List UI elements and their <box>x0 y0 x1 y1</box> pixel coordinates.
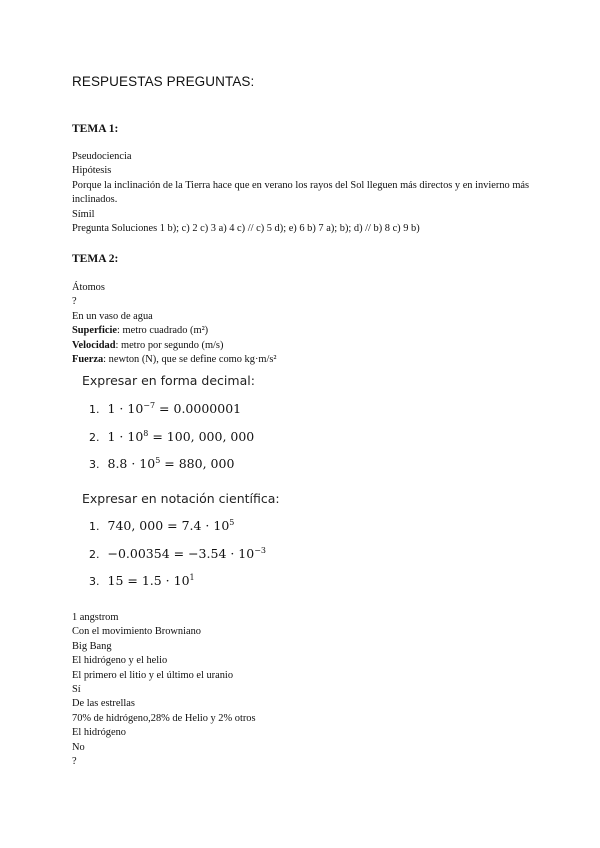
answer-line: ? <box>72 756 77 768</box>
item-number: 3. <box>89 458 100 471</box>
decimal-item <box>89 429 254 444</box>
unit-label: Velocidad <box>72 339 116 351</box>
answer-line: De las estrellas <box>72 698 135 710</box>
tema2-answers <box>72 281 532 367</box>
unit-line-velocidad <box>72 339 532 353</box>
unit-label: Superficie <box>72 325 118 337</box>
answer-line: Pregunta Soluciones 1 b); c) 2 c) 3 a) 4 c) // c) 5 d); e) 6 b) 7 a); b); d) // b) 8 c) 9 b) <box>72 223 420 235</box>
answer-line: Pseudociencia <box>72 151 132 162</box>
item-number: 3. <box>89 575 100 588</box>
item-exponent: 1 <box>189 572 195 582</box>
item-lhs: 1 · 10 <box>107 401 144 416</box>
tail-answers <box>72 611 532 769</box>
answer-line: El hidrógeno y el helio <box>72 655 168 667</box>
unit-text: : newton (N), que se define como kg·m/s² <box>103 354 277 366</box>
cientifica-item <box>89 546 266 561</box>
item-exponent: −3 <box>254 545 267 555</box>
item-exponent: 5 <box>229 517 235 527</box>
item-rhs: = 100, 000, 000 <box>148 429 255 444</box>
item-exponent: 5 <box>155 455 161 465</box>
answer-line: Big Bang <box>72 640 112 652</box>
item-lhs: 1 · 10 <box>107 429 144 444</box>
item-lhs: −0.00354 = −3.54 · 10 <box>107 546 255 561</box>
cientifica-item <box>89 518 234 533</box>
answer-line: En un vaso de agua <box>72 310 153 322</box>
item-number: 1. <box>89 403 100 416</box>
cientifica-item <box>89 573 195 588</box>
tema1-answers <box>72 150 532 236</box>
answer-line: 1 angstrom <box>72 612 119 623</box>
answer-line: Átomos <box>72 282 105 293</box>
answer-line: Porque la inclinación de la Tierra hace que en verano los rayos del Sol lleguen más directos y en invierno más inclinados. <box>72 179 530 206</box>
unit-text: : metro cuadrado (m²) <box>117 325 209 337</box>
item-exponent: 8 <box>143 428 149 438</box>
decimal-item <box>89 401 241 416</box>
answer-line: Con el movimiento Browniano <box>72 626 202 638</box>
item-number: 2. <box>89 548 100 561</box>
unit-line-superficie <box>72 324 532 338</box>
answer-line: 70% de hidrógeno,28% de Helio y 2% otros <box>72 712 256 724</box>
cientifica-heading: Expresar en notación científica: <box>82 491 280 506</box>
unit-text: : metro por segundo (m/s) <box>115 339 224 351</box>
item-number: 1. <box>89 520 100 533</box>
unit-label: Fuerza <box>72 354 104 366</box>
answer-line: ? <box>72 296 77 308</box>
tema2-heading: TEMA 2: <box>72 253 119 265</box>
unit-line-fuerza <box>72 353 532 367</box>
item-lhs: 15 = 1.5 · 10 <box>107 573 190 588</box>
item-lhs: 8.8 · 10 <box>107 456 156 471</box>
answer-line: Símil <box>72 208 95 220</box>
answer-line: No <box>72 741 85 753</box>
answer-line: El primero el litio y el último el uranio <box>72 669 234 681</box>
answer-line: El hidrógeno <box>72 727 126 739</box>
item-exponent: −7 <box>143 400 156 410</box>
item-number: 2. <box>89 431 100 444</box>
item-rhs: = 0.0000001 <box>155 401 242 416</box>
page-title: RESPUESTAS PREGUNTAS: <box>72 74 255 89</box>
decimal-item <box>89 456 234 471</box>
item-lhs: 740, 000 = 7.4 · 10 <box>107 518 230 533</box>
answer-line: Hipótesis <box>72 165 112 177</box>
item-rhs: = 880, 000 <box>160 456 235 471</box>
tema1-heading: TEMA 1: <box>72 123 119 135</box>
answer-line: Sí <box>72 684 81 696</box>
decimal-heading: Expresar en forma decimal: <box>82 373 255 388</box>
